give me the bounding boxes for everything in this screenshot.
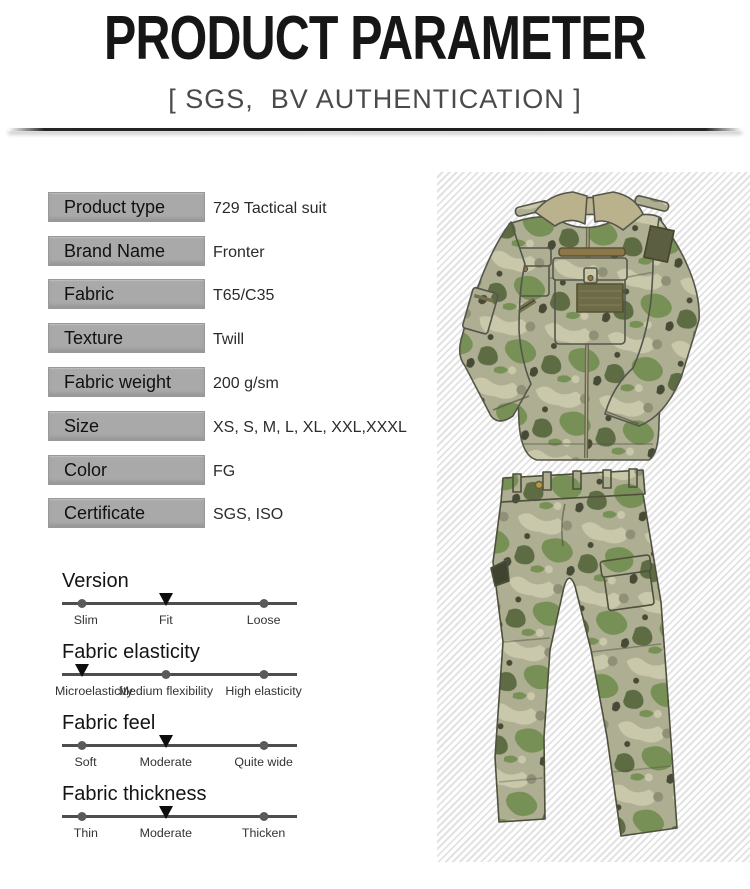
header-divider xyxy=(8,128,742,131)
slider-stop xyxy=(259,599,268,608)
slider-marker xyxy=(159,593,173,606)
spec-label-box xyxy=(48,455,205,485)
spec-value: 200 g/sm xyxy=(213,375,279,392)
spec-label-box xyxy=(48,498,205,528)
spec-label-box xyxy=(48,323,205,353)
spec-value: FG xyxy=(213,463,236,480)
spec-label-box xyxy=(48,279,205,309)
slider-option: Loose xyxy=(246,613,281,627)
spec-value: Twill xyxy=(213,331,245,348)
spec-value: T65/C35 xyxy=(213,287,275,304)
slider-title: Fabric feel xyxy=(62,712,156,734)
slider-option: Moderate xyxy=(139,755,193,769)
slider-stop xyxy=(259,741,268,750)
spec-label: Color xyxy=(64,459,108,480)
spec-label: Fabric xyxy=(64,283,115,304)
spec-label: Size xyxy=(64,415,100,436)
authentication-subtitle: [ SGS, BV AUTHENTICATION ] xyxy=(168,84,582,114)
spec-label: Fabric weight xyxy=(64,371,172,392)
slider-fabric-elasticity xyxy=(54,641,302,701)
slider-title: Fabric elasticity xyxy=(62,641,200,663)
spec-value: Fronter xyxy=(213,244,265,261)
slider-stop xyxy=(78,741,87,750)
slider-option: High elasticity xyxy=(225,684,302,698)
slider-title: Version xyxy=(62,570,129,592)
slider-option: Moderate xyxy=(139,826,193,840)
product-photo xyxy=(437,172,750,862)
slider-title: Fabric thickness xyxy=(62,783,207,805)
pants-illustration xyxy=(491,469,677,836)
page-title: PRODUCT PARAMETER xyxy=(103,4,646,73)
slider-option: Slim xyxy=(73,613,98,627)
spec-label-box xyxy=(48,411,205,441)
slider-option: Thin xyxy=(73,826,98,840)
slider-stop xyxy=(78,812,87,821)
spec-value: 729 Tactical suit xyxy=(213,200,327,217)
camo-suit-illustration xyxy=(437,172,750,862)
slider-track xyxy=(62,673,297,676)
slider-track xyxy=(62,602,297,605)
spec-label: Texture xyxy=(64,327,124,348)
slider-stop xyxy=(259,670,268,679)
spec-label-box xyxy=(48,367,205,397)
slider-marker xyxy=(75,664,89,677)
spec-label-box xyxy=(48,192,205,222)
slider-fabric-feel xyxy=(62,712,297,772)
slider-option: Microelasticity xyxy=(54,684,133,698)
slider-marker xyxy=(159,735,173,748)
slider-option: Thicken xyxy=(241,826,286,840)
slider-stop xyxy=(161,670,170,679)
slider-fabric-thickness xyxy=(62,783,297,843)
slider-option: Fit xyxy=(158,613,173,627)
slider-track xyxy=(62,815,297,818)
slider-option: Quite wide xyxy=(234,755,293,769)
slider-option: Medium flexibility xyxy=(118,684,214,698)
spec-label: Product type xyxy=(64,196,166,217)
spec-value: SGS, ISO xyxy=(213,506,284,523)
slider-option: Soft xyxy=(74,755,97,769)
slider-track xyxy=(62,744,297,747)
spec-label-box xyxy=(48,236,205,266)
slider-stop xyxy=(259,812,268,821)
slider-marker xyxy=(159,806,173,819)
jacket-illustration xyxy=(460,192,700,460)
slider-stop xyxy=(78,599,87,608)
spec-label: Certificate xyxy=(64,502,146,523)
slider-version xyxy=(62,570,297,630)
spec-value: XS, S, M, L, XL, XXL,XXXL xyxy=(213,419,407,436)
spec-label: Brand Name xyxy=(64,240,166,261)
